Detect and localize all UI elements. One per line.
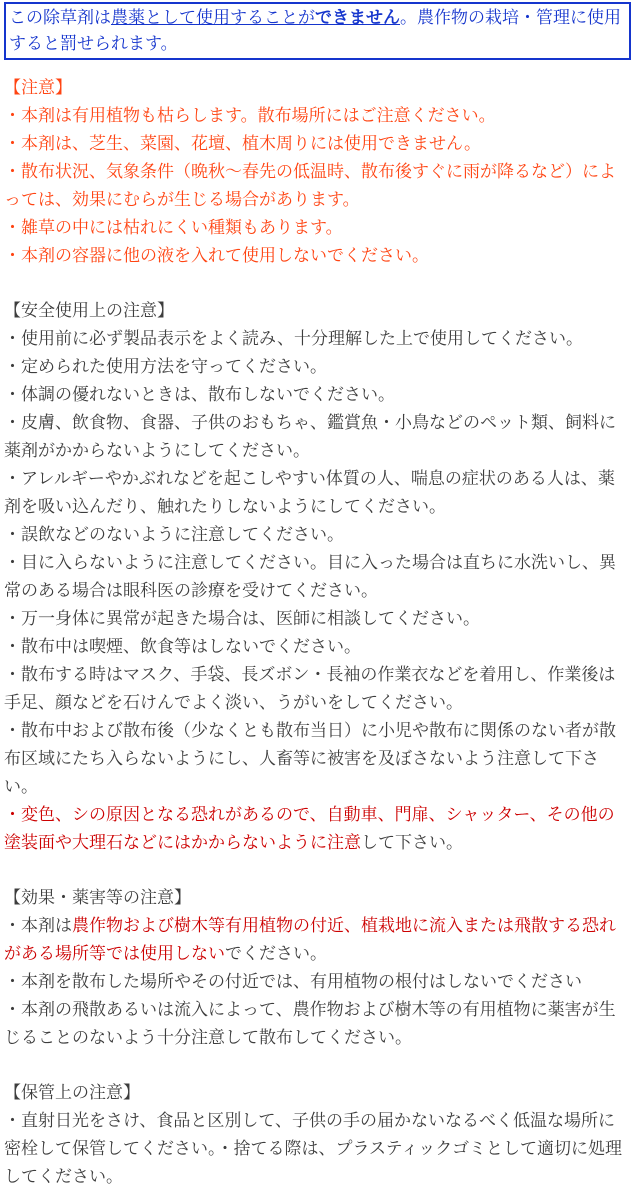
text-run: ・変色、シの原因となる恐れがあるので、自動車、門扉、シャッター、その他の塗装面や大理石などにはかからないように注意 <box>4 805 615 852</box>
text-run: 農薬として使用することが <box>111 8 315 27</box>
text-run: できません <box>315 8 400 27</box>
text-run: ・本剤は有用植物も枯らします。散布場所にはご注意ください。 <box>4 106 496 125</box>
section-heading-efficacy: 【効果・薬害等の注意】 <box>4 888 191 907</box>
caution-item <box>4 996 631 1052</box>
text-run: この除草剤は <box>9 8 111 27</box>
text-run: ・散布する時はマスク、手袋、長ズボン・長袖の作業衣などを着用し、作業後は手足、顔などを石けんでよく淡い、うがいをしてください。 <box>4 665 616 712</box>
text-run: ・体調の優れないときは、散布しないでください。 <box>4 385 395 404</box>
text-run: ・本剤は <box>4 916 72 935</box>
section-heading-storage: 【保管上の注意】 <box>4 1083 140 1102</box>
text-run: ・本剤を散布した場所やその付近では、有用植物の根付はしないでください <box>4 972 582 991</box>
text-run: ・雑草の中には枯れにくい種類もあります。 <box>4 218 343 237</box>
caution-item <box>4 549 631 605</box>
text-run: ・万一身体に異常が起きた場合は、医師に相談してください。 <box>4 609 480 628</box>
text-run: ・誤飲などのないように注意してください。 <box>4 525 344 544</box>
caution-item <box>4 381 631 409</box>
text-run: して下さい。 <box>361 833 463 852</box>
non-pesticide-warning-banner <box>4 2 631 60</box>
caution-item <box>4 353 631 381</box>
caution-item <box>4 912 631 968</box>
text-run: でください。 <box>225 944 327 963</box>
caution-item <box>4 158 631 214</box>
caution-item <box>4 633 631 661</box>
caution-item <box>4 801 631 857</box>
caution-item <box>4 968 631 996</box>
caution-sections <box>4 74 631 1191</box>
text-run: ・目に入らないように注意してください。目に入った場合は直ちに水洗いし、異常のある場合は眼科医の診療を受けてください。 <box>4 553 616 600</box>
text-run: 。農作物の栽培・管理に使用すると罰せられます。 <box>9 8 621 53</box>
caution-item <box>4 325 631 353</box>
text-run: ・散布中は喫煙、飲食等はしないでください。 <box>4 637 361 656</box>
caution-item <box>4 130 631 158</box>
section-heading-safety: 【安全使用上の注意】 <box>4 301 174 320</box>
caution-item <box>4 465 631 521</box>
caution-item <box>4 409 631 465</box>
text-run: ・直射日光をさけ、食品と区別して、子供の手の届かないなるべく低温な場所に密栓して保管してください。・捨てる際は、プラスティックゴミとして適切に処理してください。 <box>4 1111 622 1186</box>
section-caution <box>4 74 631 270</box>
caution-item <box>4 242 631 270</box>
text-run: ・本剤の飛散あるいは流入によって、農作物および樹木等の有用植物に薬害が生じることのないよう十分注意して散布してください。 <box>4 1000 616 1047</box>
section-heading-caution: 【注意】 <box>4 78 72 97</box>
text-run: ・皮膚、飲食物、食器、子供のおもちゃ、鑑賞魚・小鳥などのペット類、飼料に薬剤がかからないようにしてください。 <box>4 413 616 460</box>
section-efficacy <box>4 884 631 1052</box>
caution-item <box>4 661 631 717</box>
caution-item <box>4 102 631 130</box>
caution-item <box>4 717 631 801</box>
text-run: ・散布状況、気象条件（晩秋～春先の低温時、散布後すぐに雨が降るなど）によっては、効果にむらが生じる場合があります。 <box>4 162 616 209</box>
text-run: 農作物および樹木等有用植物の付近、植栽地に流入または飛散する恐れがある場所等では使用しない <box>4 916 616 963</box>
text-run: ・アレルギーやかぶれなどを起こしやすい体質の人、喘息の症状のある人は、薬剤を吸い込んだり、触れたりしないようにしてください。 <box>4 469 615 516</box>
caution-item <box>4 1107 631 1191</box>
caution-item <box>4 605 631 633</box>
caution-item <box>4 214 631 242</box>
text-run: ・定められた使用方法を守ってください。 <box>4 357 327 376</box>
text-run: ・使用前に必ず製品表示をよく読み、十分理解した上で使用してください。 <box>4 329 584 348</box>
text-run: ・本剤は、芝生、菜園、花壇、植木周りには使用できません。 <box>4 134 482 153</box>
document <box>4 2 631 1191</box>
caution-item <box>4 521 631 549</box>
text-run: ・散布中および散布後（少なくとも散布当日）に小児や散布に関係のない者が散布区域にたち入らないようにし、人畜等に被害を及ぼさないよう注意して下さい。 <box>4 721 616 796</box>
text-run: ・本剤の容器に他の液を入れて使用しないでください。 <box>4 246 429 265</box>
section-storage <box>4 1079 631 1191</box>
section-safety <box>4 297 631 857</box>
